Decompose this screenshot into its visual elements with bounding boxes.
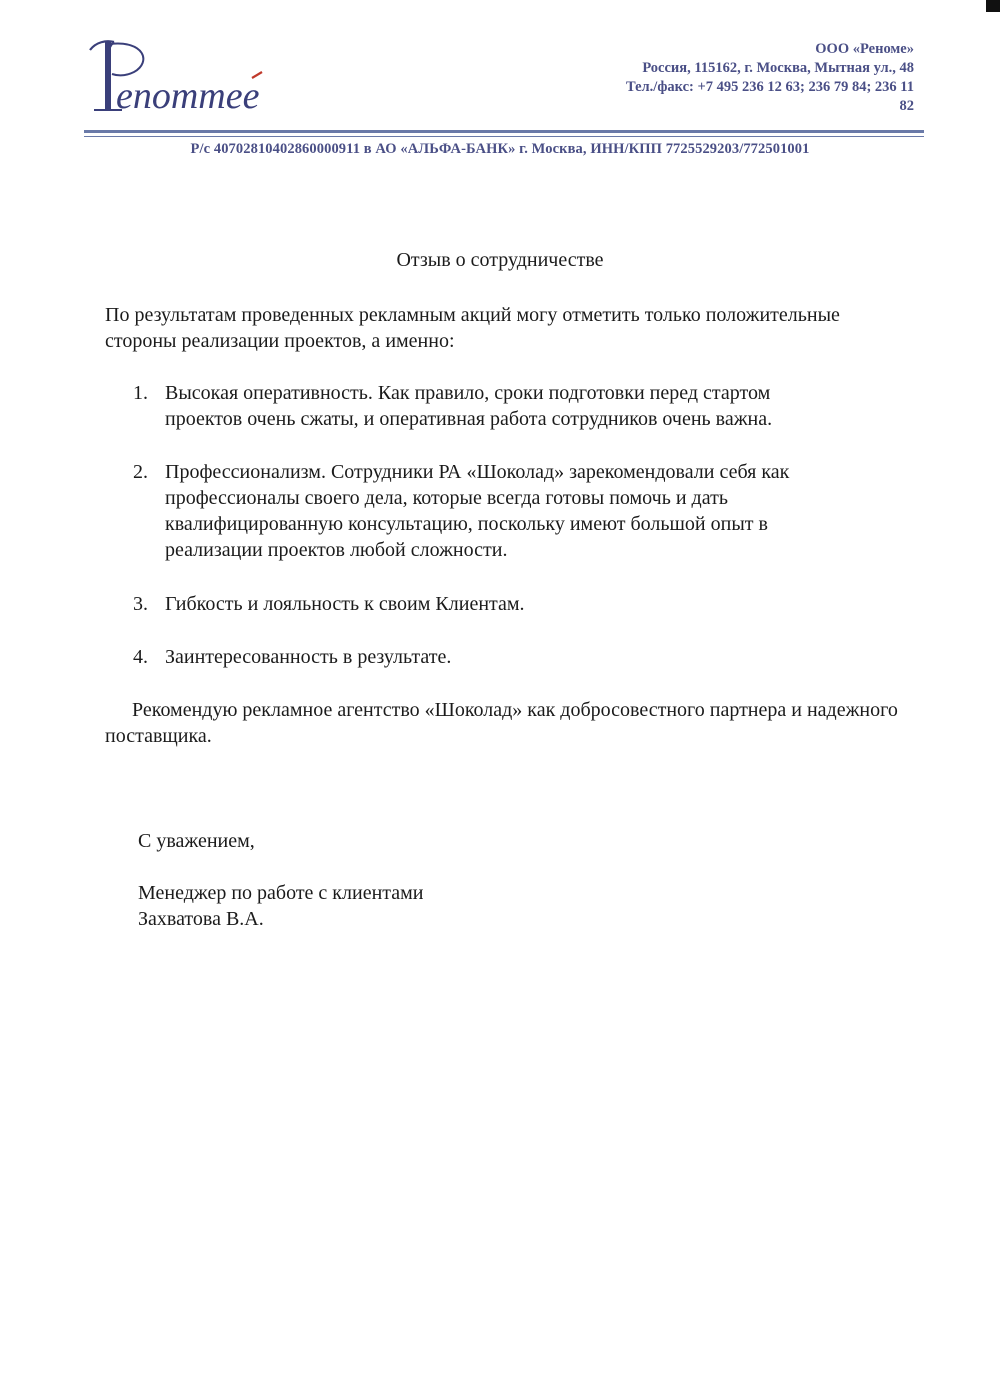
list-item-line: реализации проектов любой сложности.: [165, 539, 508, 561]
list-item: [105, 459, 905, 563]
renommee-logo: [86, 36, 286, 126]
recommendation-paragraph: Рекомендую рекламное агентство «Шоколад» как добросовестного партнера и надежного поставщика.: [105, 699, 898, 747]
closing-salutation: С уважением,: [138, 830, 255, 852]
renommee-logo-graphic: [86, 36, 286, 126]
list-item-line: профессионалы своего дела, которые всегда готовы помочь и дать: [165, 487, 728, 509]
document-title: Отзыв о сотрудничестве: [396, 249, 604, 271]
signatory-role: Менеджер по работе с клиентами: [138, 882, 424, 904]
list-item: [105, 644, 905, 670]
list-item: [105, 591, 905, 617]
company-phone: Тел./факс: +7 495 236 12 63; 236 79 84; 236 11: [625, 79, 914, 95]
letterhead-divider-thin: [84, 136, 924, 137]
logo-wordmark: enommee: [116, 75, 260, 117]
scan-corner-mark: [986, 0, 1000, 12]
list-item-line: проектов очень сжаты, и оперативная работа сотрудников очень важна.: [165, 408, 773, 430]
bank-details: Р/с 40702810402860000911 в АО «АЛЬФА-БАНК» г. Москва, ИНН/КПП 7725529203/772501001: [190, 141, 810, 157]
list-item-line: Профессионализм. Сотрудники РА «Шоколад» зарекомендовали себя как: [165, 461, 790, 483]
company-name: ООО «Реноме»: [815, 41, 914, 57]
list-item: [105, 380, 905, 432]
list-item-line: Заинтересованность в результате.: [165, 646, 452, 668]
list-item-number: 3.: [133, 593, 148, 615]
list-item-number: 4.: [133, 646, 148, 668]
list-item-number: 1.: [133, 382, 148, 404]
list-item-line: квалифицированную консультацию, поскольку имеют большой опыт в: [165, 513, 768, 535]
letterhead-divider-thick: [84, 130, 924, 133]
list-item-line: Гибкость и лояльность к своим Клиентам.: [165, 593, 525, 615]
company-contact-block: [494, 40, 914, 116]
company-phone-cont: 82: [899, 98, 914, 114]
list-item-line: Высокая оперативность. Как правило, сроки подготовки перед стартом: [165, 382, 771, 404]
list-item-number: 2.: [133, 461, 148, 483]
signatory-name: Захватова В.А.: [138, 908, 264, 930]
intro-paragraph: По результатам проведенных рекламным акций могу отметить только положительные стороны реализации проектов, а именно:: [105, 304, 840, 352]
company-address: Россия, 115162, г. Москва, Мытная ул., 48: [642, 60, 914, 76]
